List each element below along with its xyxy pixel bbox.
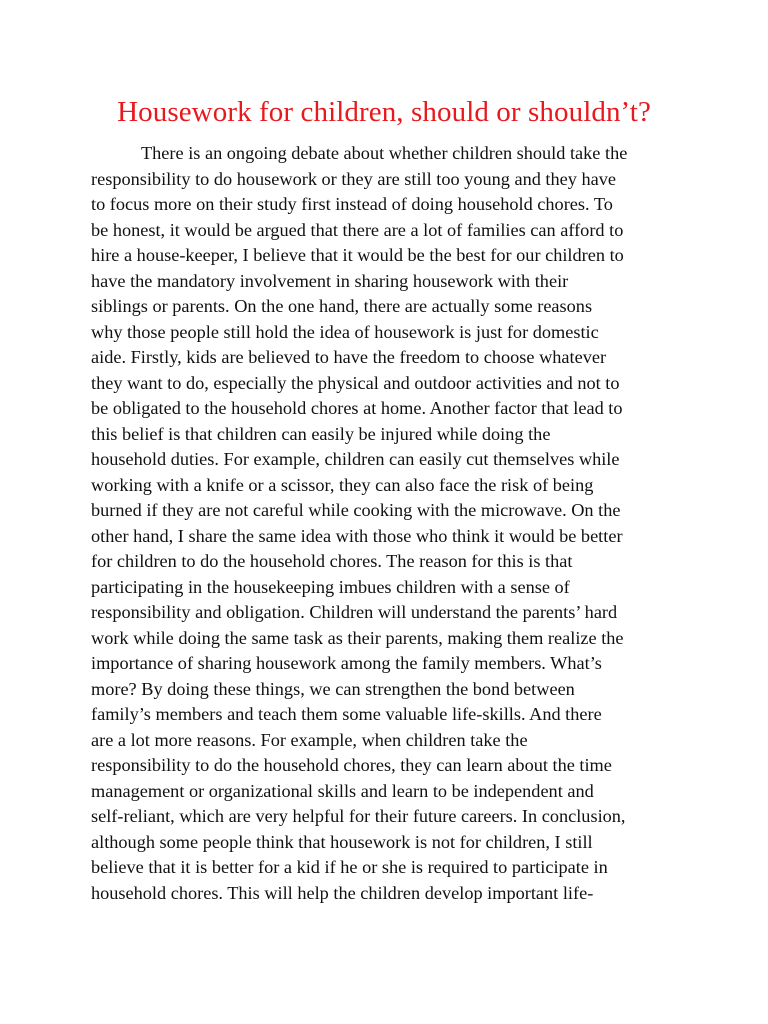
body-line: this belief is that children can easily be injured while doing the [91,423,551,444]
body-line: household chores. This will help the children develop important life- [91,882,594,903]
body-line: be obligated to the household chores at home. Another factor that lead to [91,398,623,418]
body-line: There is an ongoing debate about whether children should take the [141,143,628,163]
body-line: for children to do the household chores. The reason for this is that [91,551,573,571]
body-line: work while doing the same task as their parents, making them realize the [91,627,624,648]
body-line: management or organizational skills and learn to be independent and [91,780,594,801]
body-line: believe that it is better for a kid if he or she is required to participate in [91,857,608,877]
body-line: more? By doing these things, we can strengthen the bond between [91,678,575,699]
body-line: responsibility to do housework or they are still too young and they have [91,168,616,189]
body-line: siblings or parents. On the one hand, there are actually some reasons [91,296,593,316]
body-line: other hand, I share the same idea with those who think it would be better [91,525,623,546]
body-line: responsibility to do the household chores, they can learn about the time [91,755,612,775]
body-line: are a lot more reasons. For example, when children take the [91,729,528,750]
body-line: although some people think that housework is not for children, I still [91,831,593,852]
body-line: aide. Firstly, kids are believed to have the freedom to choose whatever [91,347,607,367]
body-line: they want to do, especially the physical and outdoor activities and not to [91,372,620,393]
body-line: household duties. For example, children can easily cut themselves while [91,449,620,469]
document-title: Housework for children, should or shouldn’t? [117,96,651,128]
body-line: to focus more on their study first instead of doing household chores. To [91,194,613,214]
body-line: why those people still hold the idea of housework is just for domestic [91,321,599,342]
body-line: have the mandatory involvement in sharing housework with their [91,270,569,291]
document-body [91,141,686,906]
body-line: be honest, it would be argued that there are a lot of families can afford to [91,219,624,240]
body-line: self-reliant, which are very helpful for their future careers. In conclusion, [91,806,626,826]
body-line: working with a knife or a scissor, they can also face the risk of being [91,474,594,495]
body-line: hire a house-keeper, I believe that it would be the best for our children to [91,245,624,265]
body-line: importance of sharing housework among the family members. What’s [91,653,602,673]
body-line: responsibility and obligation. Children will understand the parents’ hard [91,602,618,622]
body-line: burned if they are not careful while cooking with the microwave. On the [91,500,621,520]
body-line: participating in the housekeeping imbues children with a sense of [91,576,570,597]
body-line: family’s members and teach them some valuable life-skills. And there [91,704,602,724]
